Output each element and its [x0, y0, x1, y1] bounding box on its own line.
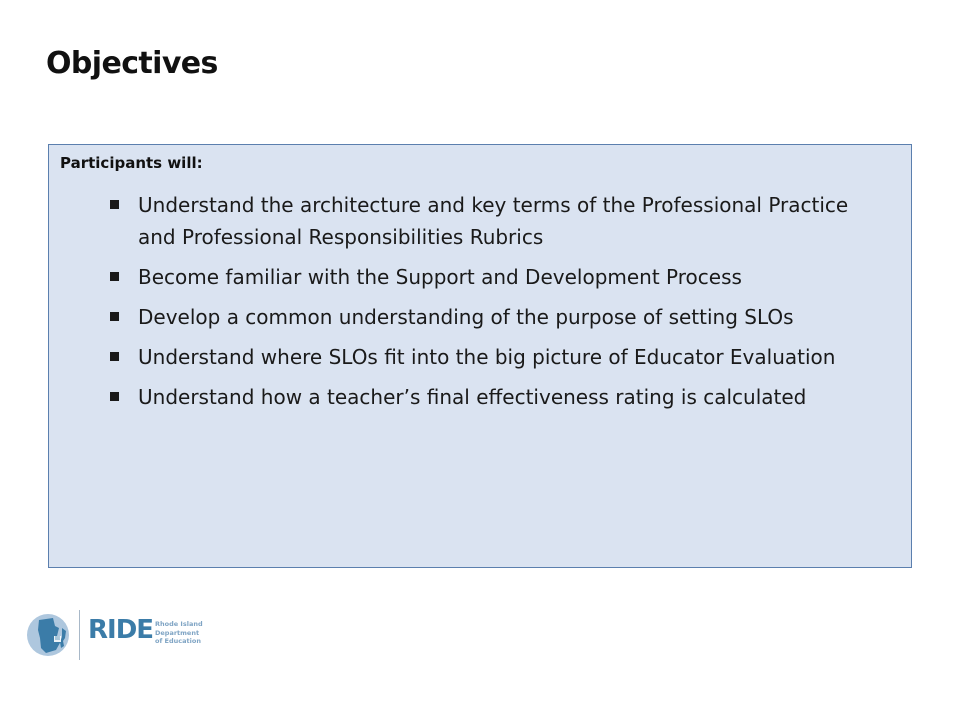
square-bullet-icon [110, 272, 119, 281]
objective-item [49, 301, 878, 333]
objective-text: Understand where SLOs fit into the big picture of Educator Evaluation [138, 345, 836, 369]
square-bullet-icon [110, 200, 119, 209]
logo-divider [79, 610, 80, 660]
logo-subtitle-line: Rhode Island [155, 620, 203, 628]
logo-subtitle-line: of Education [155, 637, 201, 645]
objective-text: Become familiar with the Support and Development Process [138, 265, 742, 289]
objective-item [49, 189, 878, 253]
objective-item [49, 381, 878, 413]
logo-subtitle-line: Department [155, 628, 200, 637]
square-bullet-icon [110, 392, 119, 401]
rhode-island-seal-icon [26, 608, 76, 662]
objective-item [49, 261, 878, 293]
objective-text: Understand the architecture and key terms of the Professional Practice and Professional Responsibilities Rubrics [138, 193, 849, 249]
objectives-list [49, 189, 878, 421]
square-bullet-icon [110, 352, 119, 361]
objectives-lead: Participants will: [60, 154, 203, 172]
slide-title: Objectives [46, 46, 218, 81]
objectives-box [48, 144, 912, 568]
objective-text: Develop a common understanding of the purpose of setting SLOs [138, 305, 794, 329]
logo-subtitle [155, 620, 215, 646]
ride-logo [26, 608, 216, 664]
objective-item [49, 341, 878, 373]
square-bullet-icon [110, 312, 119, 321]
objective-text: Understand how a teacher’s final effectiveness rating is calculated [138, 385, 807, 409]
logo-wordmark: RIDE [88, 615, 154, 645]
